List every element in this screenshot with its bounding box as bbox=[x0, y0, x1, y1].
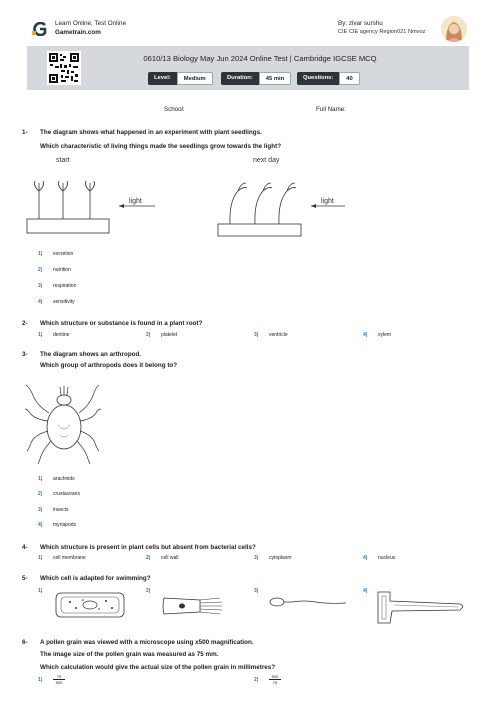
option-number[interactable]: 4) bbox=[38, 299, 43, 305]
option-text[interactable]: insects bbox=[53, 507, 69, 513]
question-text: Which calculation would give the actual size of the pollen grain in millimetres? bbox=[40, 664, 276, 671]
elongated-cell-figure[interactable] bbox=[160, 592, 230, 620]
avatar-portrait-icon bbox=[441, 16, 467, 42]
option-number[interactable]: 1) bbox=[38, 588, 43, 594]
fraction-numerator: 75 bbox=[53, 674, 65, 680]
duration-label: Duration: bbox=[221, 72, 259, 85]
fraction-numerator: 500 bbox=[269, 674, 281, 680]
page-header bbox=[0, 0, 496, 46]
option-text[interactable]: crustaceans bbox=[53, 491, 80, 497]
option-number[interactable]: 3) bbox=[38, 507, 43, 513]
arthropod-tick-figure bbox=[24, 373, 102, 465]
questions-label: Questions: bbox=[297, 72, 339, 85]
option-text[interactable]: nutrition bbox=[53, 267, 71, 273]
option-number[interactable]: 1) bbox=[38, 677, 43, 683]
option-number[interactable]: 4) bbox=[38, 522, 43, 528]
option-number[interactable]: 2) bbox=[254, 677, 259, 683]
option-number[interactable]: 3) bbox=[38, 283, 43, 289]
option-text[interactable]: ventricle bbox=[269, 332, 288, 338]
question-number: 6- bbox=[22, 639, 28, 646]
full-name-field[interactable]: Full Name: bbox=[316, 106, 346, 113]
xylem-vessel-icon bbox=[372, 589, 468, 625]
root-hair-cell-icon bbox=[160, 592, 230, 620]
sperm-cell-icon bbox=[268, 592, 348, 612]
sperm-cell-figure[interactable] bbox=[268, 592, 348, 612]
question-text: Which cell is adapted for swimming? bbox=[40, 575, 151, 582]
option-text[interactable]: platelet bbox=[161, 332, 178, 338]
option-number[interactable]: 1) bbox=[38, 332, 43, 338]
option-text[interactable]: excretion bbox=[53, 251, 74, 257]
question-number: 3- bbox=[22, 351, 28, 358]
school-field[interactable]: School: bbox=[164, 106, 185, 113]
ciliated-cell-icon bbox=[50, 589, 130, 621]
fraction-denominator: 75 bbox=[272, 680, 278, 685]
label-next-day: next day bbox=[253, 157, 280, 164]
level-label: Level: bbox=[148, 72, 177, 85]
option-number[interactable]: 2) bbox=[146, 332, 151, 338]
nerve-cell-figure[interactable] bbox=[372, 589, 468, 625]
option-number[interactable]: 2) bbox=[38, 491, 43, 497]
option-text[interactable]: cell wall bbox=[161, 555, 179, 561]
question-number: 1- bbox=[22, 129, 28, 136]
question-text: Which characteristic of living things made the seedlings grow towards the light? bbox=[40, 143, 282, 150]
option-text[interactable]: cytoplasm bbox=[269, 555, 292, 561]
label-start: start bbox=[56, 157, 70, 164]
option-text[interactable]: nucleus bbox=[378, 555, 396, 561]
label-light: light bbox=[321, 198, 334, 205]
fraction-option-2[interactable] bbox=[269, 674, 281, 685]
question-text: The image size of the pollen grain was measured as 75 mm. bbox=[40, 651, 219, 658]
option-number[interactable]: 2) bbox=[38, 267, 43, 273]
question-text: Which structure or substance is found in a plant root? bbox=[40, 320, 203, 327]
option-text[interactable]: arachnids bbox=[53, 476, 75, 482]
option-number[interactable]: 3) bbox=[254, 555, 259, 561]
question-number: 2- bbox=[22, 320, 28, 327]
gametrain-logo-icon bbox=[32, 22, 48, 36]
question-number: 5- bbox=[22, 575, 28, 582]
question-text: A pollen grain was viewed with a microscope using x500 magnification. bbox=[40, 639, 254, 646]
questions-value: 40 bbox=[339, 72, 359, 85]
label-light: light bbox=[129, 198, 142, 205]
test-banner bbox=[27, 46, 469, 90]
author-name: By: zivar surshu bbox=[338, 20, 383, 27]
option-number[interactable]: 4) bbox=[363, 555, 368, 561]
questions-pill bbox=[297, 72, 360, 85]
option-text[interactable]: sensitivity bbox=[53, 299, 75, 305]
author-region: CIE CIE agency Region021 Nmvoz bbox=[338, 29, 426, 35]
option-number[interactable]: 1) bbox=[38, 476, 43, 482]
option-number[interactable]: 1) bbox=[38, 251, 43, 257]
tick-icon bbox=[24, 373, 102, 465]
option-text[interactable]: myriapods bbox=[53, 522, 77, 528]
fraction-denominator: 500 bbox=[55, 680, 63, 685]
option-text[interactable]: respiration bbox=[53, 283, 77, 289]
question-text: Which structure is present in plant cells but absent from bacterial cells? bbox=[40, 544, 256, 551]
brand-tagline: Learn Online, Test Online bbox=[55, 20, 126, 27]
option-number[interactable]: 2) bbox=[146, 588, 151, 594]
question-number: 4- bbox=[22, 544, 28, 551]
duration-pill bbox=[221, 72, 291, 85]
option-number[interactable]: 3) bbox=[254, 588, 259, 594]
question-text: The diagram shows an arthropod. bbox=[40, 351, 142, 358]
question-text: The diagram shows what happened in an experiment with plant seedlings. bbox=[40, 129, 262, 136]
option-number[interactable]: 2) bbox=[146, 555, 151, 561]
test-title: 0610/13 Biology May Jun 2024 Online Test | Cambridge IGCSE MCQ bbox=[143, 54, 377, 63]
option-number[interactable]: 4) bbox=[363, 332, 368, 338]
fraction-option-1[interactable] bbox=[53, 674, 65, 685]
level-pill bbox=[148, 72, 213, 85]
question-text: Which group of arthropods does it belong to? bbox=[40, 362, 178, 369]
option-number[interactable]: 1) bbox=[38, 555, 43, 561]
seedling-diagram bbox=[25, 153, 345, 241]
seedling-diagram-drawing bbox=[25, 153, 345, 241]
flat-cell-figure[interactable] bbox=[50, 589, 130, 621]
option-text[interactable]: dentine bbox=[53, 332, 70, 338]
option-text[interactable]: xylem bbox=[378, 332, 392, 338]
avatar bbox=[441, 16, 467, 42]
duration-value: 45 min bbox=[259, 72, 291, 85]
option-text[interactable]: cell membrane bbox=[53, 555, 86, 561]
option-number[interactable]: 4) bbox=[363, 588, 368, 594]
brand-site[interactable]: Gametrain.com bbox=[55, 29, 101, 36]
option-number[interactable]: 3) bbox=[254, 332, 259, 338]
level-value: Medium bbox=[177, 72, 213, 85]
